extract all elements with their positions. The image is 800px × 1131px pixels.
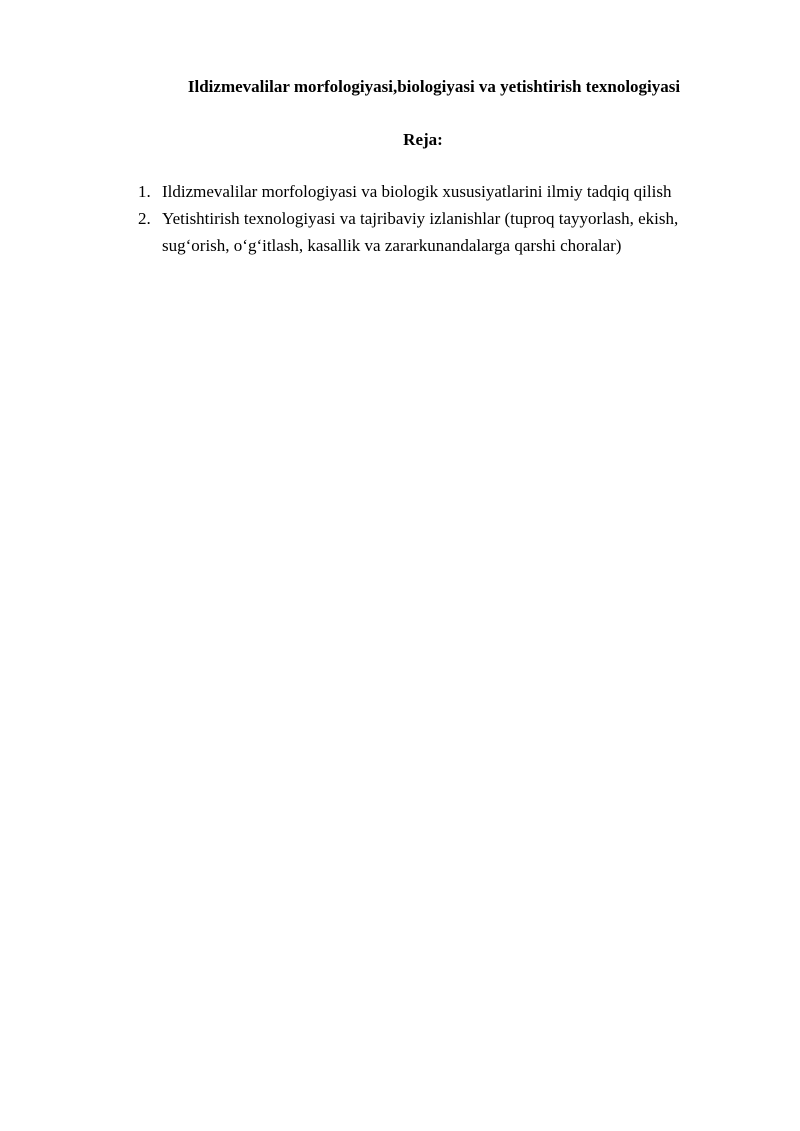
plan-item-number: 1. <box>138 182 151 201</box>
plan-item-1 <box>138 178 748 205</box>
plan-item-2 <box>138 205 748 259</box>
plan-item-text: Ildizmevalilar morfologiyasi va biologik xususiyatlarini ilmiy tadqiq qilish <box>162 182 672 201</box>
plan-item-text: Yetishtirish texnologiyasi va tajribaviy izlanishlar (tuproq tayyorlash, ekish, sug‘orish, o‘g‘itlash, kasallik va zararkunandalarga qarshi choralar) <box>162 209 679 255</box>
plan-list <box>138 178 748 259</box>
document-title: Ildizmevalilar morfologiyasi,biologiyasi va yetishtirish texnologiyasi <box>187 77 681 96</box>
plan-heading: Reja: <box>403 130 443 149</box>
plan-item-number: 2. <box>138 209 151 228</box>
